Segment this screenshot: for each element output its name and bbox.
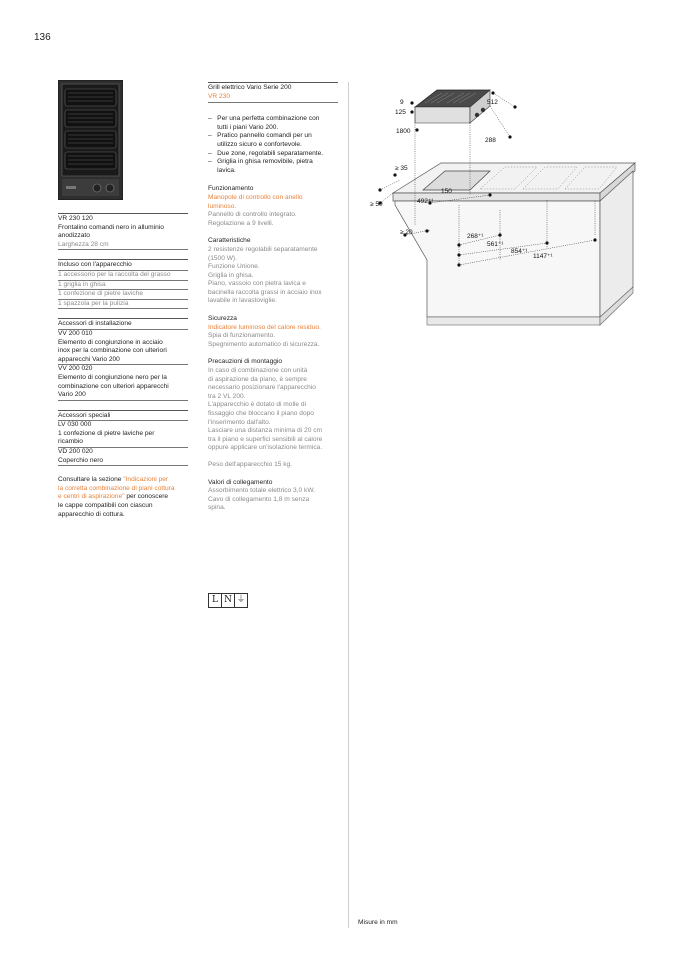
consult-text: apparecchio di cottura. [58,510,125,518]
accessory-desc: Elemento di congiunzione nero per la [58,373,167,381]
consult-link[interactable]: la corretta combinazione di piani cottura [58,484,175,492]
section-text: tra 2 VL 200. [208,392,246,400]
product-header [208,82,338,103]
precauzioni-section [208,358,338,469]
section-text: In caso di combinazione con unità [208,367,308,375]
dim-35: ≥ 35 [395,165,408,172]
neutral-symbol: N [221,593,235,608]
dim-492: 492⁺¹ [417,198,434,205]
section-text: L'apparecchio è dotato di molle di [208,401,307,409]
section-title: Funzionamento [208,185,254,193]
feature-item: – Due zone, regolabili separatamente. [208,149,324,157]
included-title: Incluso con l'apparecchio [58,261,188,271]
accessory-desc: Coperchio nero [58,457,188,467]
mid-column [208,82,338,522]
section-text: necessario posizionare l'apparecchio [208,384,316,392]
section-text: Piano, vassoio con pietra lavica e [208,280,306,288]
grill-product-image [59,81,122,199]
included-item: 1 accessorio per la raccolta del grasso [58,271,188,281]
caratteristiche-section [208,237,338,306]
model-desc-line: Frontalino comandi nero in alluminio [58,223,164,231]
section-text: Lasciare una distanza minima di 20 cm [208,427,322,435]
section-text: Funzione Unione. [208,263,260,271]
accessory-desc: Vario 200 [58,391,188,401]
model-block [58,213,188,250]
accessory-desc: combinazione con ulteriori apparecchi [58,382,169,390]
footer-units-note: Misure in mm [358,919,398,926]
collegamento-section [208,479,338,513]
dim-9: 9 [400,99,404,106]
included-item: 1 confezione di pietre laviche [58,290,188,300]
dim-125: 125 [395,109,406,116]
section-text: Griglia in ghisa. [208,271,254,279]
section-text: Spia di funzionamento. [208,332,276,340]
installation-diagram [355,85,655,335]
dim-20: ≥ 20 [400,229,413,236]
section-text: di aspirazione da piano, è sempre [208,375,307,383]
accessory-desc: ricambio [58,438,188,448]
cabinet-plinth [427,317,600,325]
consult-text: per conoscere [124,493,169,501]
section-text: Pannello di controllo integrato. [208,211,297,219]
section-text: Assorbimento totale elettrico 3,0 kW. [208,487,316,495]
accessory-desc: inox per la combinazione con ulteriori [58,347,167,355]
column-divider [348,82,349,928]
product-model: VR 230 [208,92,230,100]
section-text: lavabile in lavastoviglie. [208,297,277,305]
funzionamento-section [208,185,338,228]
section-highlight: Indicatore luminoso del calore residuo. [208,323,321,331]
accessory-code: LV 030 000 [58,421,92,429]
section-text: 2 resistenze regolabili separatamente [208,245,318,253]
model-width-note: Larghezza 28 cm [58,241,188,251]
dim-268: 268⁺¹ [467,233,484,240]
accessory-code: VV 200 010 [58,329,93,337]
section-title: Sicurezza [208,315,237,323]
section-title: Caratteristiche [208,237,251,245]
dim-50: ≥ 50 [370,201,383,208]
product-photo [58,80,123,200]
section-text: Cavo di collegamento 1,8 m senza [208,495,310,503]
section-text: (1500 W). [208,254,237,262]
section-text: spina. [208,504,226,512]
dim-150: 150 [441,188,452,195]
feature-list [208,115,338,175]
consult-link[interactable]: e centri di aspirazione" [58,493,125,501]
dim-1800: 1800 [396,128,411,135]
feature-item: – Griglia in ghisa removibile, pietra [208,158,313,166]
accessory-desc: apparecchi Vario 200 [58,356,188,366]
accessory-code: VV 200 020 [58,365,93,373]
dim-1147: 1147⁺¹ [533,253,553,260]
consult-text: le cappe compatibili con ciascun [58,502,153,510]
feature-item: utilizzo sicuro e confortevole. [217,140,302,148]
section-text: bacinella raccolta grassi in acciaio inox [208,288,322,296]
accessory-code: VD 200 020 [58,448,93,456]
special-accessories-block [58,410,188,467]
consult-block [58,475,188,519]
section-text: tra il piano e superfici sensibili al calore [208,435,323,443]
feature-item: – Per una perfetta combinazione con [208,115,320,123]
product-title: Grill elettrico Vario Serie 200 [208,84,292,91]
section-highlight: Manopole di controllo con anello [208,193,303,201]
feature-item: lavica. [217,166,236,174]
install-accessories-block [58,318,188,400]
section-text: Spegnimento automatico di sicurezza. [208,340,320,348]
accessory-desc: Elemento di congiunzione in acciaio [58,338,163,346]
grill-appliance-body [415,107,470,123]
included-item: 1 griglia in ghisa [58,281,188,291]
section-text: oppure applicare un'isolazione termica. [208,444,323,452]
section-text: fissaggio che bloccano il piano dopo [208,410,314,417]
page-number: 136 [34,32,51,43]
section-highlight: luminoso. [208,202,237,210]
feature-item: – Pratico pannello comandi per un [208,132,312,140]
consult-link[interactable]: "Indicazioni per [123,476,169,484]
sicurezza-section [208,315,338,349]
section-text: l'inserimento dall'alto. [208,418,271,426]
section-text: Regolazione a 9 livelli. [208,219,274,227]
feature-item: tutti i piani Vario 200. [217,123,279,131]
dim-561: 561⁺¹ [487,241,504,248]
weight-text: Peso dell'apparecchio 15 kg. [208,460,293,468]
accessory-desc: 1 confezione di pietre laviche per [58,429,155,437]
cabinet-front [395,201,600,317]
earth-symbol: ⏚ [234,593,248,608]
dim-512: 512 [487,99,498,106]
install-accessories-title: Accessori di installazione [58,320,188,330]
included-item: 1 spazzola per la pulizia [58,300,188,310]
model-code: VR 230 120 [58,215,93,222]
section-title: Valori di collegamento [208,478,273,486]
section-title: Precauzioni di montaggio [208,358,283,366]
model-desc-line: anodizzato [58,232,90,240]
included-block [58,259,188,309]
live-symbol: L [208,593,222,608]
dim-288: 288 [485,137,496,144]
dim-854: 854⁺¹ [511,248,528,255]
consult-text: Consultare la sezione [58,476,124,484]
left-column [58,213,188,528]
special-accessories-title: Accessori speciali [58,412,188,422]
